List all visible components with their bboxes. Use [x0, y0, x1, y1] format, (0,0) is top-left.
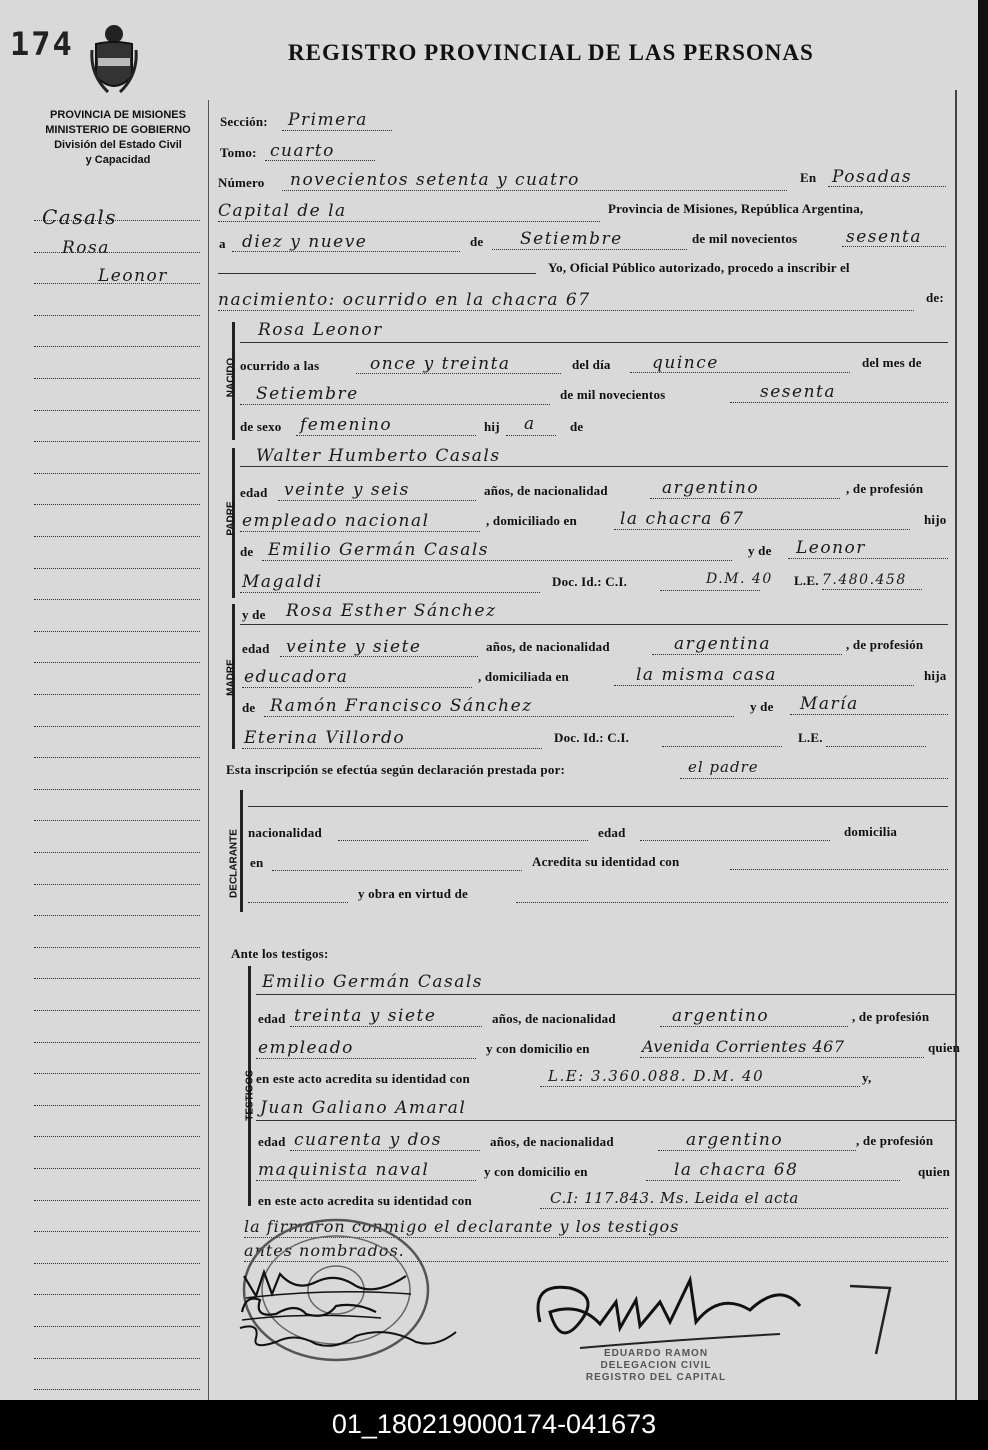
madre-doc-line: [662, 746, 782, 747]
scan-right-edge: [978, 0, 988, 1400]
en-label: En: [800, 170, 817, 185]
t2-nac-value: argentino: [686, 1130, 784, 1150]
t2-acredita-label: en este acto acredita su identidad con: [258, 1193, 472, 1208]
t1-dom-value: Avenida Corrientes 467: [642, 1037, 845, 1056]
madre-madre-line: [790, 714, 948, 715]
padre-le-value: 7.480.458: [822, 572, 907, 588]
nacido-de-label: de: [570, 419, 584, 434]
margin-ruled-line: [34, 757, 200, 758]
t1-doc-line: [540, 1086, 860, 1087]
tomo-label: Tomo:: [220, 145, 257, 160]
margin-surname: Casals: [42, 205, 118, 229]
margin-ruled-line: [34, 346, 200, 347]
margin-ruled-line: [34, 726, 200, 727]
madre-prof-line: [242, 687, 472, 688]
margin-ruled-line: [34, 1389, 200, 1390]
decl-nacionalidad-label: nacionalidad: [248, 825, 322, 840]
hij-value: a: [524, 414, 536, 434]
madre-name-value: Rosa Esther Sánchez: [286, 601, 497, 621]
closing-line-1: la firmaron conmigo el declarante y los testigos: [244, 1217, 680, 1236]
margin-ruled-line: [34, 473, 200, 474]
margin-ruled-line: [34, 884, 200, 885]
decl-en-label: en: [250, 855, 264, 870]
margin-ruled-line: [34, 1073, 200, 1074]
testigo1-name-line: [256, 994, 956, 995]
declaracion-statement: Esta inscripción se efectúa según declaración prestada por:: [226, 762, 566, 777]
t2-edad-value: cuarenta y dos: [294, 1130, 442, 1150]
page-right-shadow: [955, 90, 957, 1400]
del-mes-label: del mes de: [862, 355, 922, 370]
t2-doc-value: C.I: 117.843. Ms. Leida el acta: [550, 1189, 799, 1207]
madre-name-line: [240, 624, 948, 625]
mes-value: Setiembre: [520, 229, 623, 249]
t1-edad-line: [290, 1026, 482, 1027]
madre-madre-value: María: [800, 694, 859, 714]
padre-padre-value: Emilio Germán Casals: [268, 540, 490, 560]
margin-ruled-line: [34, 852, 200, 853]
padre-dom-line: [614, 529, 910, 530]
madre-prof-label: , de profesión: [846, 637, 924, 652]
mes-line: [492, 249, 687, 250]
testigos-intro: Ante los testigos:: [231, 946, 329, 961]
margin-ruled-line: [34, 568, 200, 569]
officer-signature-icon: [520, 1262, 900, 1362]
padre-prof-value: empleado nacional: [242, 511, 430, 531]
margin-ruled-line: [34, 1326, 200, 1327]
margin-ruled-line: [34, 1294, 200, 1295]
margin-ruled-line: [34, 441, 200, 442]
decl-domicilio-label: domicilia: [844, 824, 898, 839]
t1-dom-label: y con domicilio en: [486, 1041, 590, 1056]
decl-virtud-label: y obra en virtud de: [358, 886, 468, 901]
margin-ruled-line: [34, 978, 200, 979]
a-label: a: [219, 236, 226, 251]
margin-first-name: Rosa: [62, 238, 110, 258]
t1-y-label: y,: [862, 1070, 872, 1085]
seccion-value: Primera: [288, 110, 368, 130]
t1-acredita-label: en este acto acredita su identidad con: [256, 1071, 470, 1086]
madre-le-label: L.E.: [798, 730, 823, 745]
madre-nac-line: [652, 654, 842, 655]
decl-en-line: [272, 870, 522, 871]
margin-middle-name: Leonor: [98, 266, 168, 286]
hij-line: [506, 435, 556, 436]
madre-edad-label: edad: [242, 641, 270, 656]
margin-ruled-line: [34, 220, 200, 221]
oficial-text: Yo, Oficial Público autorizado, procedo a inscribir el: [548, 260, 850, 275]
decl-edad-label: edad: [598, 825, 626, 840]
authority-block: [28, 108, 208, 168]
padre-edad-value: veinte y seis: [284, 480, 410, 500]
margin-ruled-line: [34, 536, 200, 537]
capital-value: Capital de la: [218, 201, 347, 221]
padre-doc-line: [660, 590, 760, 591]
t2-quien-label: quien: [918, 1164, 951, 1179]
madre-doc-label: Doc. Id.: C.I.: [554, 730, 630, 745]
document-id-footer: 01_180219000174-041673: [0, 1400, 988, 1450]
t1-edad-value: treinta y siete: [294, 1006, 437, 1026]
madre-dom-line: [614, 685, 914, 686]
testigo2-name-line: [256, 1120, 956, 1121]
acto-line: [218, 310, 914, 311]
margin-ruled-line: [34, 378, 200, 379]
madre-anios-label: años, de nacionalidad: [486, 639, 610, 654]
margin-ruled-line: [34, 410, 200, 411]
margin-ruled-line: [34, 1231, 200, 1232]
numero-value: novecientos setenta y cuatro: [290, 170, 580, 190]
margin-ruled-line: [34, 1168, 200, 1169]
t1-prof-line: [256, 1058, 476, 1059]
stamp-line-2: DELEGACION CIVIL: [600, 1360, 712, 1371]
stamp-line-3: REGISTRO DEL CAPITAL: [585, 1372, 727, 1383]
madre-padre-value: Ramón Francisco Sánchez: [270, 696, 533, 716]
t1-nac-line: [660, 1026, 848, 1027]
closing-line-2: antes nombrados.: [244, 1241, 405, 1260]
t2-anios-label: años, de nacionalidad: [490, 1134, 614, 1149]
authority-division: División del Estado Civil: [54, 139, 182, 151]
madre-madre2-line: [242, 748, 542, 749]
provincia-text: Provincia de Misiones, República Argentina,: [608, 201, 864, 216]
decl-virtud-line: [516, 902, 948, 903]
authority-capacity: y Capacidad: [85, 154, 151, 166]
padre-name-line: [240, 466, 948, 467]
hora-value: once y treinta: [370, 354, 511, 374]
dia-nac-value: quince: [652, 353, 719, 373]
t1-quien-label: quien: [928, 1040, 961, 1055]
margin-ruled-line: [34, 315, 200, 316]
t1-prof-label: , de profesión: [852, 1009, 930, 1024]
sexo-line: [296, 435, 476, 436]
margin-ruled-line: [34, 1042, 200, 1043]
madre-y-de-label: y de: [242, 607, 266, 622]
t2-nac-line: [658, 1150, 856, 1151]
hij-label: hij: [484, 419, 500, 434]
t1-edad-label: edad: [258, 1011, 286, 1026]
dia-value: diez y nueve: [242, 232, 368, 252]
margin-ruled-line: [34, 1358, 200, 1359]
numero-label: Número: [218, 175, 265, 190]
padre-le-label: L.E.: [794, 573, 819, 588]
witness2-signature-icon: [236, 1318, 466, 1354]
decl-virtud-pre-line: [248, 902, 348, 903]
decl-acredita-label: Acredita su identidad con: [532, 854, 680, 869]
t2-prof-label: , de profesión: [856, 1133, 934, 1148]
capital-line: [218, 221, 600, 222]
mes-nac-line: [240, 404, 550, 405]
t1-nac-value: argentino: [672, 1006, 770, 1026]
madre-prof-value: educadora: [244, 667, 349, 687]
del-dia-label: del día: [572, 357, 611, 372]
declaracion-value: el padre: [688, 758, 759, 776]
margin-ruled-line: [34, 1263, 200, 1264]
padre-edad-label: edad: [240, 485, 268, 500]
margin-ruled-line: [34, 915, 200, 916]
testigo1-name: Emilio Germán Casals: [262, 972, 484, 992]
padre-y-de-label: y de: [748, 543, 772, 558]
declarante-section-label: DECLARANTE: [228, 829, 240, 898]
padre-doc-label: Doc. Id.: C.I.: [552, 574, 628, 589]
mil-label: de mil novecientos: [692, 231, 798, 246]
madre-edad-value: veinte y siete: [286, 637, 422, 657]
t1-dom-line: [640, 1057, 924, 1058]
nacido-section-label: NACIDO: [225, 357, 237, 398]
authority-province: PROVINCIA DE MISIONES: [50, 109, 186, 121]
padre-section-label: PADRE: [225, 501, 237, 536]
padre-madre2-line: [240, 592, 540, 593]
t2-edad-label: edad: [258, 1134, 286, 1149]
coat-of-arms-icon: [88, 20, 140, 100]
padre-nac-value: argentino: [662, 478, 760, 498]
acto-value: nacimiento: ocurrido en la chacra 67: [218, 290, 591, 310]
tomo-value: cuarto: [270, 141, 335, 161]
declarante-name-line: [248, 806, 948, 807]
t2-prof-line: [256, 1180, 476, 1181]
margin-ruled-line: [34, 599, 200, 600]
page-number: 174: [10, 25, 74, 63]
madre-section-label: MADRE: [225, 659, 237, 696]
decl-nacionalidad-line: [338, 840, 588, 841]
margin-ruled-line: [34, 1200, 200, 1201]
de-label: de: [470, 234, 484, 249]
padre-nac-line: [650, 498, 840, 499]
margin-ruled-line: [34, 252, 200, 253]
padre-doc-value: D.M. 40: [706, 571, 773, 587]
testigo2-name: Juan Galiano Amaral: [260, 1098, 467, 1118]
margin-ruled-line: [34, 1105, 200, 1106]
margin-rule: [208, 100, 209, 1400]
padre-prof-label: , de profesión: [846, 481, 924, 496]
anio-value: sesenta: [846, 227, 922, 247]
padre-madre-value2: Magaldi: [242, 572, 323, 592]
padre-de-label: de: [240, 544, 254, 559]
mes-nac-value: Setiembre: [256, 384, 359, 404]
de-colon-label: de:: [926, 290, 944, 305]
t1-doc-value: L.E: 3.360.088. D.M. 40: [548, 1067, 765, 1085]
mil-nac-label: de mil novecientos: [560, 387, 666, 402]
padre-anios-label: años, de nacionalidad: [484, 483, 608, 498]
padre-name-value: Walter Humberto Casals: [256, 446, 501, 466]
en-value: Posadas: [832, 167, 913, 187]
margin-ruled-line: [34, 1136, 200, 1137]
officer-stamp: [566, 1348, 746, 1384]
seccion-label: Sección:: [220, 114, 268, 129]
margin-ruled-line: [34, 283, 200, 284]
decl-edad-line: [640, 840, 830, 841]
margin-ruled-line: [34, 694, 200, 695]
t1-anios-label: años, de nacionalidad: [492, 1011, 616, 1026]
decl-acredita-line: [730, 869, 948, 870]
margin-ruled-line: [34, 947, 200, 948]
madre-madre-value2: Eterina Villordo: [244, 728, 406, 748]
madre-dom-label: , domiciliada en: [478, 669, 569, 684]
padre-edad-line: [278, 500, 476, 501]
testigos-section-label: TESTIGOS: [244, 1070, 256, 1121]
padre-dom-value: la chacra 67: [620, 509, 745, 529]
seccion-line: [282, 130, 392, 131]
nacido-name-line: [240, 342, 948, 343]
anio-nac-value: sesenta: [760, 382, 836, 402]
t2-doc-line: [540, 1208, 948, 1209]
t2-prof-value: maquinista naval: [258, 1160, 430, 1180]
page-title: REGISTRO PROVINCIAL DE LAS PERSONAS: [288, 40, 814, 65]
authority-ministry: MINISTERIO DE GOBIERNO: [45, 124, 191, 136]
madre-le-line: [826, 746, 926, 747]
padre-madre-value: Leonor: [796, 538, 866, 558]
padre-padre-line: [262, 560, 732, 561]
padre-prof-line: [240, 531, 480, 532]
blank-line: [218, 273, 536, 274]
numero-line: [282, 190, 787, 191]
declarante-bracket: [240, 790, 243, 912]
margin-ruled-line: [34, 1010, 200, 1011]
madre-hija-label: hija: [924, 668, 947, 683]
padre-hijo-label: hijo: [924, 512, 947, 527]
madre-nac-value: argentina: [674, 634, 772, 654]
padre-dom-label: , domiciliado en: [486, 513, 577, 528]
t2-edad-line: [290, 1150, 480, 1151]
t1-prof-value: empleado: [258, 1038, 354, 1058]
margin-ruled-line: [34, 662, 200, 663]
stamp-line-1: EDUARDO RAMON: [603, 1348, 709, 1359]
t2-dom-value: la chacra 68: [674, 1160, 799, 1180]
madre-dom-value: la misma casa: [636, 665, 777, 685]
margin-ruled-line: [34, 504, 200, 505]
ocurrido-label: ocurrido a las: [240, 358, 320, 373]
margin-ruled-line: [34, 789, 200, 790]
madre-padre-line: [264, 716, 734, 717]
nacido-name-value: Rosa Leonor: [258, 320, 383, 340]
sexo-label: de sexo: [240, 419, 282, 434]
margin-ruled-line: [34, 631, 200, 632]
t2-dom-line: [646, 1180, 900, 1181]
t2-dom-label: y con domicilio en: [484, 1164, 588, 1179]
anio-nac-line: [730, 402, 948, 403]
padre-madre-line: [788, 558, 948, 559]
margin-ruled-line: [34, 820, 200, 821]
madre-y-de2-label: y de: [750, 699, 774, 714]
declaracion-line: [680, 778, 948, 779]
padre-le-line: [822, 589, 922, 590]
madre-de-label: de: [242, 700, 256, 715]
sexo-value: femenino: [300, 415, 393, 435]
